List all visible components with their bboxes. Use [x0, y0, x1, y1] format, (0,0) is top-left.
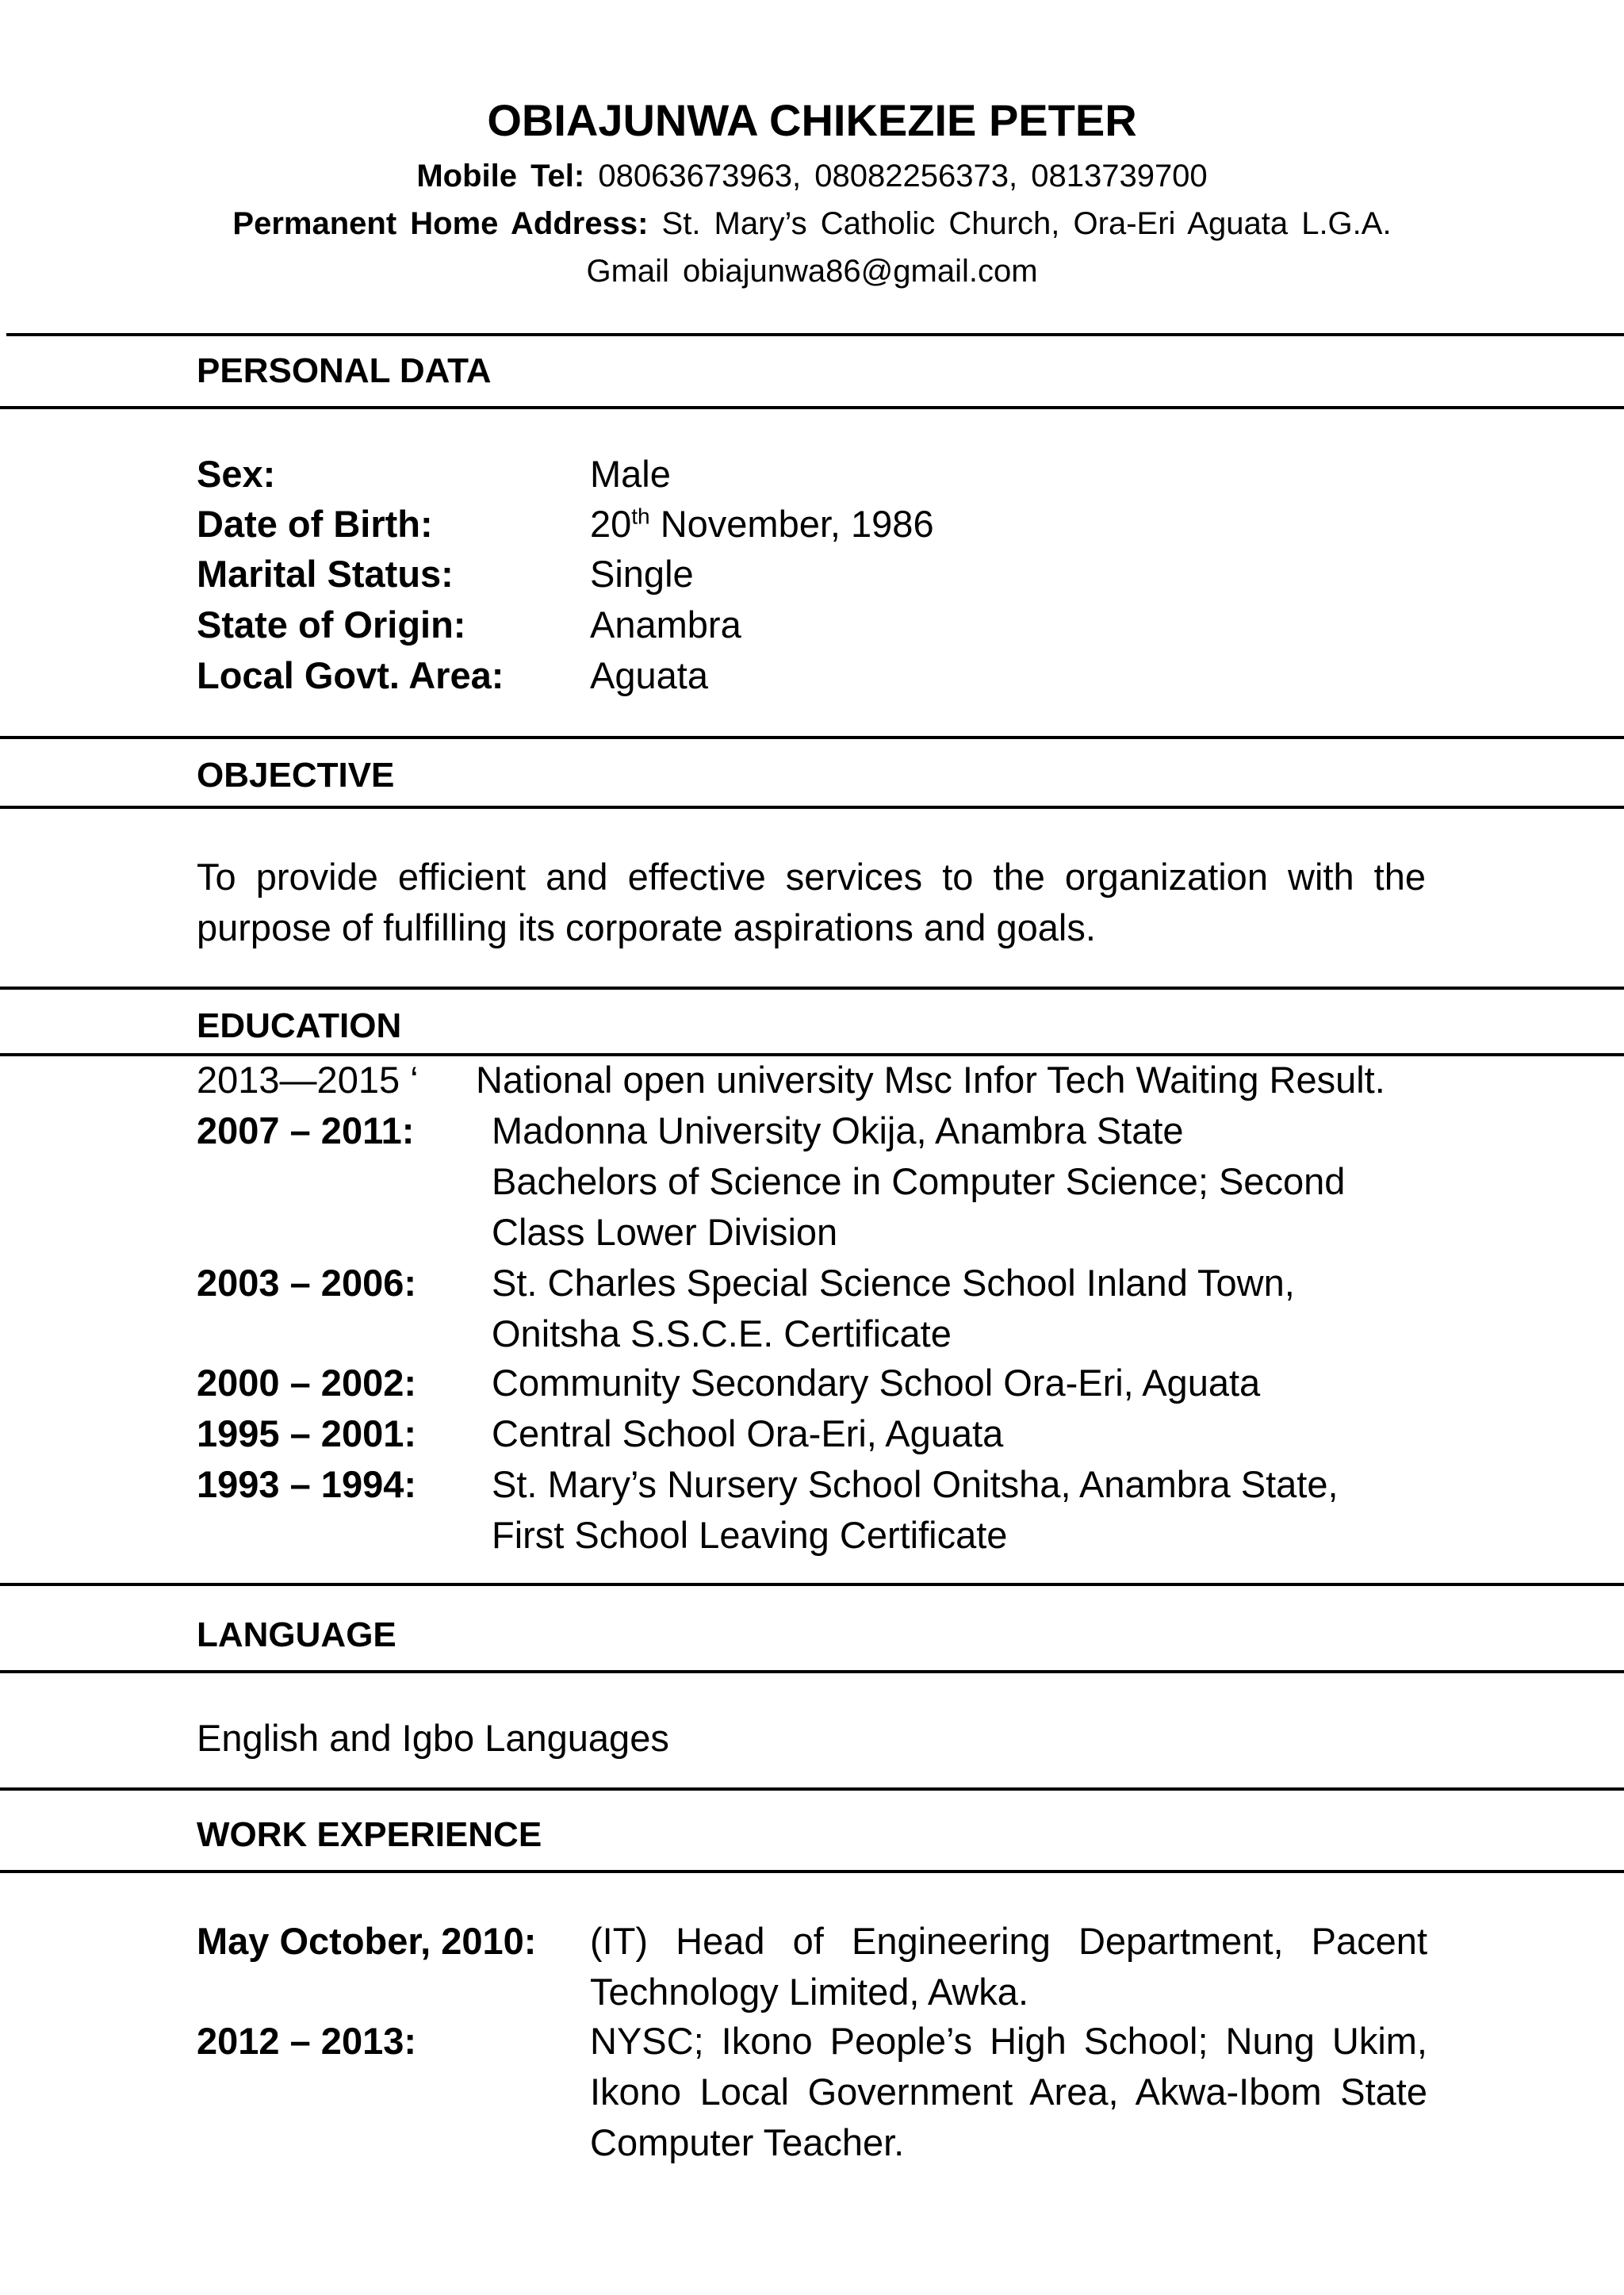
section-title-education: EDUCATION — [197, 1006, 402, 1045]
education-years: 2000 – 2002: — [197, 1362, 417, 1404]
address-line — [0, 200, 1624, 247]
mobile-label: Mobile Tel: — [416, 159, 585, 193]
personal-row-sex — [197, 449, 1434, 500]
divider — [6, 333, 1624, 336]
personal-row-lga — [197, 650, 1434, 701]
work-detail: NYSC; Ikono People’s High School; Nung Ukim, Ikono Local Government Area, Akwa-Ibom State Computer Teacher. — [590, 2020, 1427, 2163]
education-years: 1995 – 2001: — [197, 1412, 417, 1454]
section-title-work-experience: WORK EXPERIENCE — [197, 1815, 542, 1854]
work-dates: 2012 – 2013: — [197, 2020, 417, 2062]
address-label: Permanent Home Address: — [232, 206, 649, 241]
field-value: Single — [590, 553, 694, 595]
mobile-value: 08063673963, 08082256373, 0813739700 — [584, 159, 1208, 193]
gmail-line: Gmail obiajunwa86@gmail.com — [586, 254, 1038, 289]
resume-header — [0, 94, 1624, 295]
education-detail: Central School Ora-Eri, Aguata — [492, 1412, 1004, 1454]
divider — [0, 1870, 1624, 1873]
section-title-language: LANGUAGE — [197, 1615, 396, 1654]
education-years: 1993 – 1994: — [197, 1463, 417, 1505]
divider — [0, 806, 1624, 809]
address-value: St. Mary’s Catholic Church, Ora-Eri Aguata L.G.A. — [648, 206, 1392, 241]
education-detail: National open university Msc Infor Tech Waiting Result. — [476, 1059, 1385, 1101]
education-detail: Madonna University Okija, Anambra State Bachelors of Science in Computer Science; Second Class Lower Division — [492, 1109, 1346, 1253]
education-years: 2003 – 2006: — [197, 1262, 417, 1304]
field-label: State of Origin: — [197, 603, 466, 646]
divider — [0, 736, 1624, 739]
field-value: Aguata — [590, 654, 708, 696]
field-value: 20th November, 1986 — [590, 503, 934, 545]
education-detail: Community Secondary School Ora-Eri, Aguata — [492, 1362, 1261, 1404]
mobile-line — [0, 152, 1624, 200]
field-value: Anambra — [590, 603, 741, 646]
language-text: English and Igbo Languages — [197, 1717, 669, 1759]
personal-row-date-of-birth — [197, 499, 1434, 550]
education-years: 2013—2015 ‘ — [197, 1059, 419, 1101]
field-value: Male — [590, 453, 671, 495]
objective-text — [197, 852, 1426, 953]
work-detail: (IT) Head of Engineering Department, Pacent Technology Limited, Awka. — [590, 1920, 1427, 2013]
section-title-personal-data: PERSONAL DATA — [197, 351, 492, 390]
field-label: Date of Birth: — [197, 503, 433, 545]
divider — [0, 1787, 1624, 1791]
field-label: Sex: — [197, 453, 276, 495]
personal-row-marital-status — [197, 549, 1434, 600]
education-detail: St. Charles Special Science School Inland Town, Onitsha S.S.C.E. Certificate — [492, 1262, 1295, 1354]
objective-line: purpose of fulfilling its corporate aspirations and goals. — [197, 906, 1096, 948]
personal-row-state-of-origin — [197, 600, 1434, 650]
section-title-objective: OBJECTIVE — [197, 756, 395, 795]
candidate-name: OBIAJUNWA CHIKEZIE PETER — [487, 95, 1137, 145]
divider — [0, 406, 1624, 409]
education-detail: St. Mary’s Nursery School Onitsha, Anambra State, First School Leaving Certificate — [492, 1463, 1339, 1556]
work-dates: May October, 2010: — [197, 1920, 537, 1962]
objective-line: To provide efficient and effective services to the organization with the — [197, 856, 1426, 898]
divider — [0, 1670, 1624, 1673]
education-years: 2007 – 2011: — [197, 1109, 415, 1151]
divider — [0, 987, 1624, 990]
field-label: Local Govt. Area: — [197, 654, 504, 696]
field-label: Marital Status: — [197, 553, 454, 595]
divider — [0, 1583, 1624, 1586]
